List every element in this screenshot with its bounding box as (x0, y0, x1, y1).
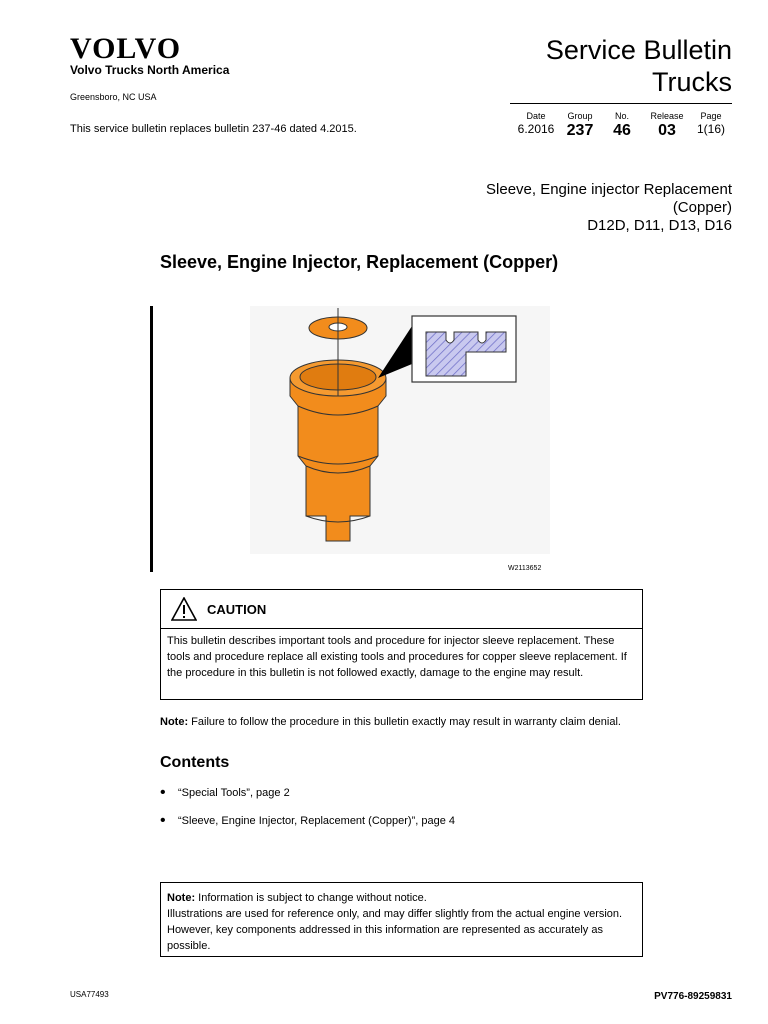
meta-group-value: 237 (566, 122, 594, 139)
figure-id: W2113652 (508, 565, 542, 572)
bullet-icon: • (160, 812, 166, 829)
company-name: Volvo Trucks North America (70, 63, 230, 77)
bulletin-title-line1: Service Bulletin (545, 35, 732, 65)
injector-sleeve-illustration (250, 306, 550, 554)
disclaimer-note-box (160, 882, 643, 957)
contents-heading: Contents (160, 754, 230, 771)
meta-release-value: 03 (658, 122, 676, 139)
meta-group (562, 111, 598, 140)
meta-page-value: 1(16) (696, 122, 725, 136)
meta-release (646, 111, 688, 140)
subject-line1: Sleeve, Engine injector Replacement (486, 181, 732, 198)
disclaimer-note-label: Note: (167, 892, 196, 904)
meta-page (694, 111, 728, 136)
warranty-note (160, 714, 640, 730)
header-rule (510, 103, 732, 104)
change-bar (150, 306, 153, 572)
footer-part-number: PV776-89259831 (654, 991, 732, 1002)
meta-group-label: Group (567, 111, 593, 121)
company-location: Greensboro, NC USA (70, 92, 157, 102)
contents-link-sleeve-replacement[interactable]: “Sleeve, Engine Injector, Replacement (Copper)”, page 4 (178, 815, 455, 827)
caution-box (160, 589, 643, 700)
subject-line2: (Copper) (672, 199, 732, 216)
disclaimer-line1: Information is subject to change without notice. (198, 892, 427, 904)
replaces-notice: This service bulletin replaces bulletin 237-46 dated 4.2015. (70, 123, 357, 135)
disclaimer-line2: Illustrations are used for reference only, and may differ slightly from the actual engine version. However, key components addressed in this information are represented as accurately as possible. (167, 908, 623, 952)
warranty-note-text: Failure to follow the procedure in this bulletin exactly may result in warranty claim denial. (191, 716, 621, 728)
caution-title: CAUTION (207, 602, 267, 617)
bulletin-title-line2: Trucks (652, 67, 732, 97)
caution-body: This bulletin describes important tools and procedure for injector sleeve replacement. These tools and procedure replace all existing tools and procedures for copper sleeve replacement. If the procedure in this bulletin is not followed exactly, damage to the engine may result. (167, 635, 627, 679)
subject-models: D12D, D11, D13, D16 (587, 217, 732, 234)
bullet-icon: • (160, 784, 166, 801)
warning-triangle-icon (171, 597, 197, 621)
meta-date-label: Date (526, 111, 546, 121)
meta-number (606, 111, 638, 140)
meta-date (513, 111, 559, 136)
caution-header (161, 590, 642, 629)
injector-sleeve-drawing (250, 306, 550, 554)
meta-date-value: 6.2016 (517, 122, 555, 136)
volvo-logo: VOLVO (70, 32, 182, 65)
bulletin-title (546, 34, 732, 98)
meta-release-label: Release (650, 111, 684, 121)
meta-page-label: Page (700, 111, 722, 121)
meta-number-value: 46 (613, 122, 631, 139)
main-heading: Sleeve, Engine Injector, Replacement (Copper) (160, 252, 559, 272)
contents-link-special-tools[interactable]: “Special Tools”, page 2 (178, 787, 290, 799)
warranty-note-label: Note: (160, 716, 189, 728)
bulletin-subject (486, 181, 732, 235)
footer-doc-code: USA77493 (70, 990, 109, 999)
meta-number-label: No. (614, 111, 629, 121)
